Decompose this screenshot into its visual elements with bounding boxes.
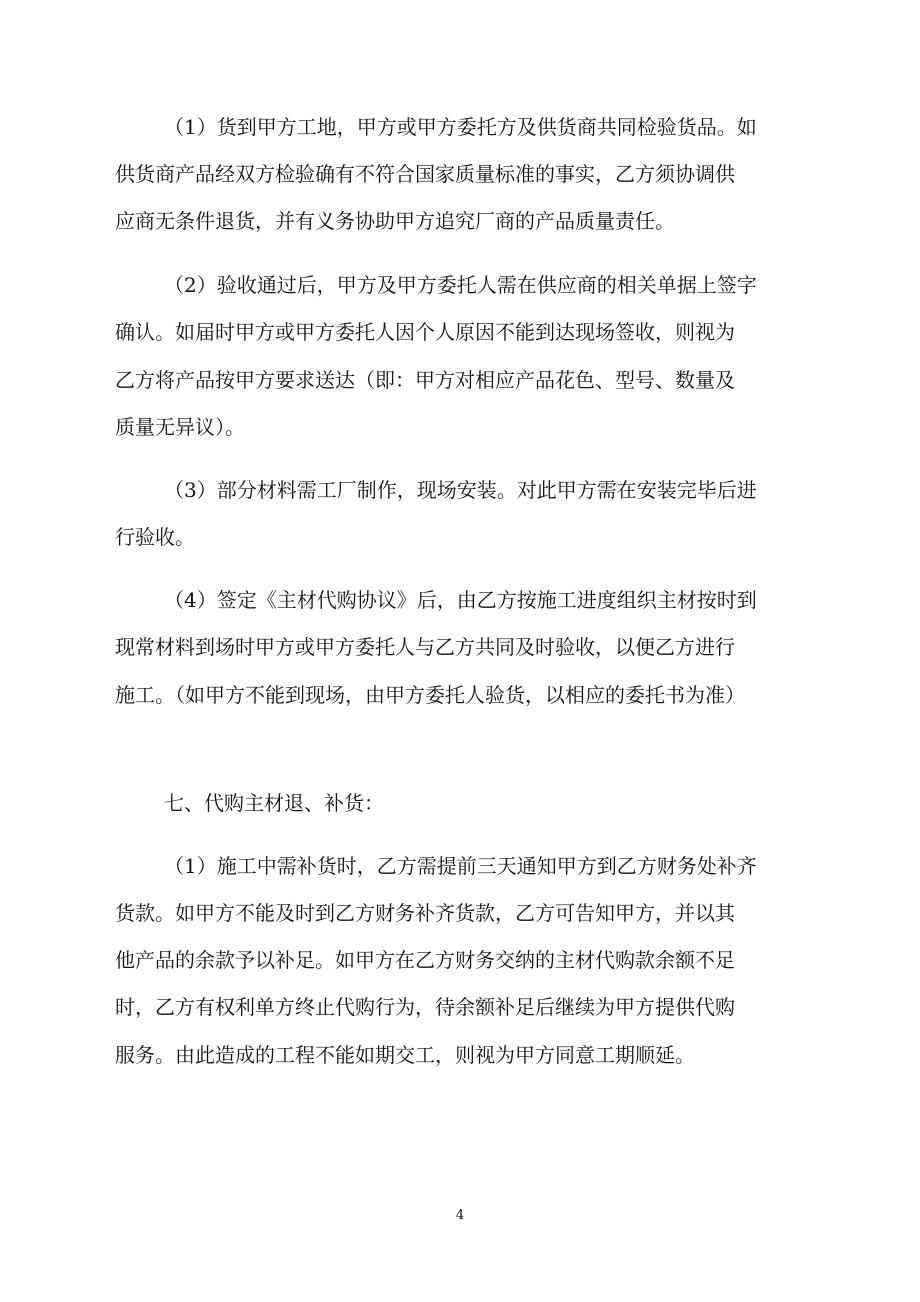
paragraph-line: （3）部分材料需工厂制作，现场安装。对此甲方需在安装完毕后进 (164, 478, 757, 502)
paragraph-line: （1）施工中需补货时，乙方需提前三天通知甲方到乙方财务处补齐 (164, 854, 757, 878)
paragraph-line: 质量无异议）。 (115, 415, 245, 439)
paragraph-line: 他产品的余款予以补足。如甲方在乙方财务交纳的主材代购款余额不足 (115, 948, 735, 972)
paragraph-line: 服务。由此造成的工程不能如期交工，则视为甲方同意工期顺延。 (115, 1043, 695, 1067)
paragraph-line: 应商无条件退货，并有义务协助甲方追究厂商的产品质量责任。 (115, 209, 675, 233)
paragraph-line: （2）验收通过后，甲方及甲方委托人需在供应商的相关单据上签字 (164, 273, 757, 297)
paragraph-line: 供货商产品经双方检验确有不符合国家质量标准的事实，乙方须协调供 (115, 162, 735, 186)
paragraph-line: 施工。（如甲方不能到现场，由甲方委托人验货，以相应的委托书为准） (115, 683, 745, 707)
section-heading: 七、代购主材退、补货： (164, 791, 384, 815)
paragraph-line: （1）货到甲方工地，甲方或甲方委托方及供货商共同检验货品。如 (164, 115, 757, 139)
paragraph-line: 现常材料到场时甲方或甲方委托人与乙方共同及时验收，以便乙方进行 (115, 635, 735, 659)
paragraph-line: （4）签定《主材代购协议》后，由乙方按施工进度组织主材按时到 (164, 588, 757, 612)
paragraph-line: 时，乙方有权利单方终止代购行为，待余额补足后继续为甲方提供代购 (115, 995, 735, 1019)
paragraph-line: 确认。如届时甲方或甲方委托人因个人原因不能到达现场签收，则视为 (115, 320, 735, 344)
paragraph-line: 乙方将产品按甲方要求送达（即：甲方对相应产品花色、型号、数量及 (115, 368, 735, 392)
paragraph-line: 行验收。 (115, 525, 195, 549)
page-number: 4 (455, 1208, 465, 1223)
paragraph-line: 货款。如甲方不能及时到乙方财务补齐货款，乙方可告知甲方，并以其 (115, 901, 735, 925)
